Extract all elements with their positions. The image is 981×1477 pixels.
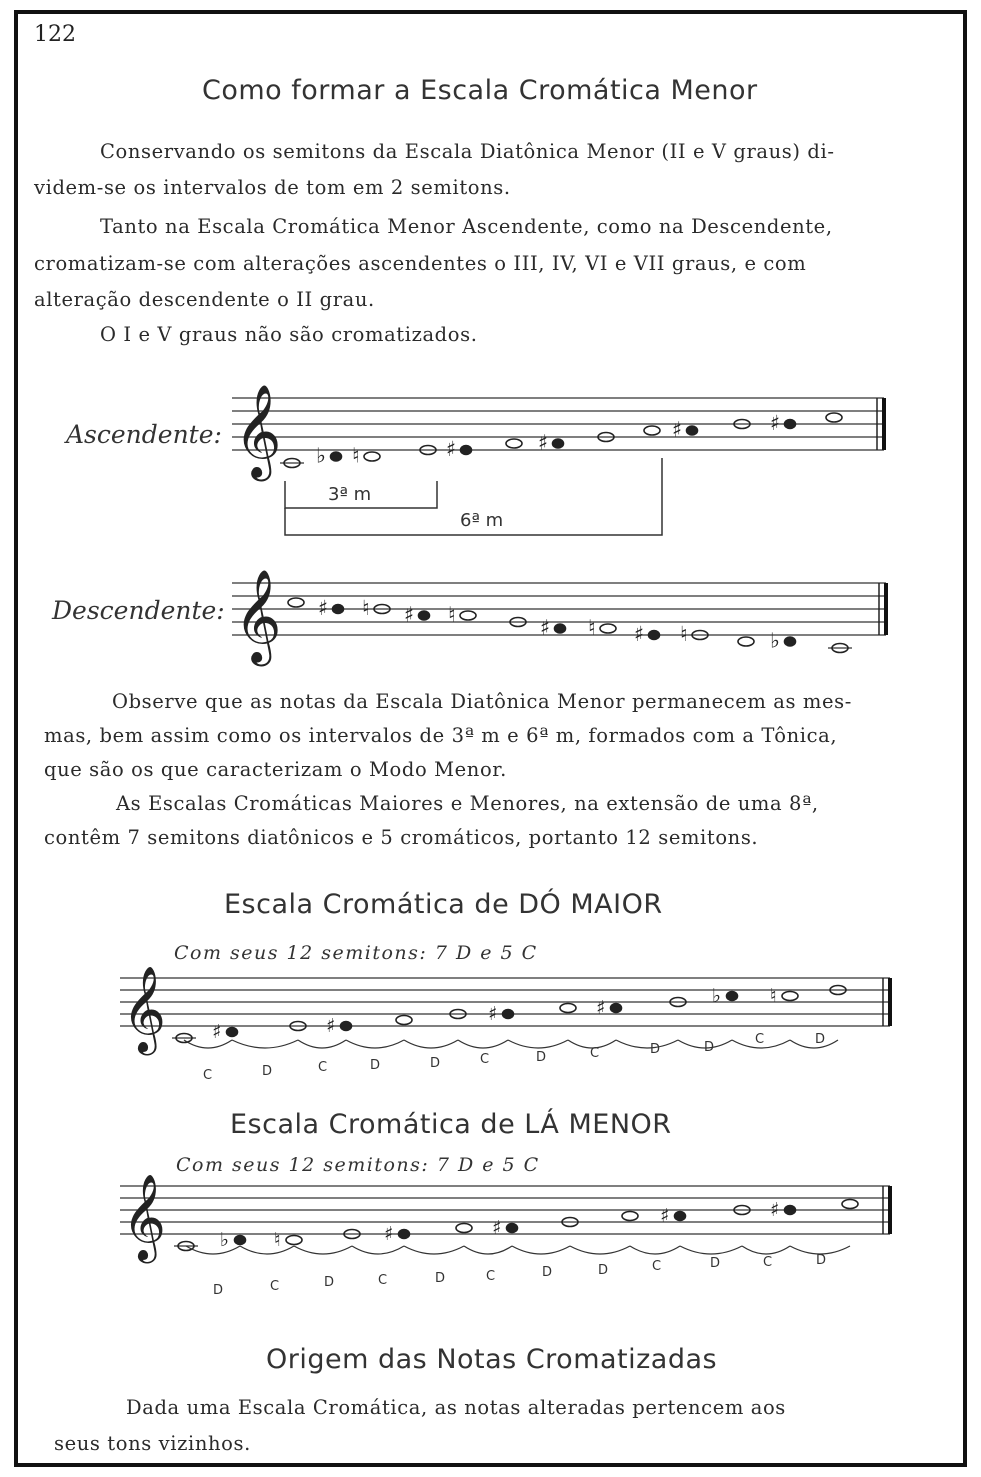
semitone-label: D <box>598 1263 609 1278</box>
note-head <box>172 1034 196 1043</box>
staff-descendente <box>232 569 886 667</box>
slur <box>346 1040 404 1048</box>
note-head <box>588 616 616 640</box>
note-head <box>712 984 738 1007</box>
interval-6m-label: 6ª m <box>460 510 504 531</box>
note-head <box>456 1224 472 1233</box>
section-title-escala-cromatica-menor: Como formar a Escala Cromática Menor <box>202 75 758 106</box>
flat-icon: ♭ <box>316 443 326 468</box>
flat-icon: ♭ <box>220 1228 230 1251</box>
note-head <box>318 596 344 620</box>
note-head <box>288 598 304 607</box>
note-head <box>448 603 476 627</box>
paragraph-line: Tanto na Escala Cromática Menor Ascendente, como na Descendente, <box>100 215 833 238</box>
note-head <box>622 1212 638 1221</box>
note-head <box>596 996 622 1019</box>
slur <box>512 1246 570 1254</box>
paragraph-line: seus tons vizinhos. <box>54 1432 251 1455</box>
paragraph-line: O I e V graus não são cromatizados. <box>100 323 478 346</box>
sharp-icon: ♯ <box>540 615 551 640</box>
semitone-label: C <box>763 1255 773 1270</box>
semitone-label: D <box>815 1032 826 1047</box>
paragraph-line: cromatizam-se com alterações ascendentes o III, IV, VI e VII graus, e com <box>34 252 807 275</box>
treble-clef-icon: 𝄞 <box>234 569 282 663</box>
semitone-label: D <box>536 1050 547 1065</box>
note-head <box>492 1216 518 1239</box>
label-ascendente: Ascendente: <box>66 420 222 449</box>
slur <box>508 1040 568 1048</box>
semitone-label: D <box>816 1253 827 1268</box>
note-head <box>644 426 660 435</box>
natural-icon: ♮ <box>448 602 456 627</box>
semitone-label: C <box>203 1068 213 1083</box>
note-head <box>212 1020 238 1043</box>
natural-icon: ♮ <box>680 622 688 646</box>
label-descendente: Descendente: <box>52 596 225 625</box>
semitone-label: C <box>652 1259 662 1274</box>
note-head <box>316 444 342 468</box>
semitone-label: D <box>324 1275 335 1290</box>
note-head <box>770 984 798 1007</box>
flat-icon: ♭ <box>770 628 780 653</box>
note-head <box>538 431 564 455</box>
semitone-label: C <box>755 1032 765 1047</box>
sharp-icon: ♯ <box>326 1014 336 1037</box>
note-head <box>828 644 852 653</box>
note-head <box>634 622 660 646</box>
sharp-icon: ♯ <box>384 1222 394 1245</box>
paragraph-line: mas, bem assim como os intervalos de 3ª m e 6ª m, formados com a Tônica, <box>44 724 838 747</box>
staff-ascendente <box>232 384 884 482</box>
semitone-label: D <box>542 1265 553 1280</box>
section-title-origem: Origem das Notas Cromatizadas <box>266 1344 718 1375</box>
semitone-label: C <box>378 1273 388 1288</box>
sharp-icon: ♯ <box>770 411 781 435</box>
sharp-icon: ♯ <box>770 1198 780 1221</box>
semitone-label: D <box>710 1256 721 1271</box>
section-title-do-maior: Escala Cromática de DÓ MAIOR <box>224 889 663 920</box>
note-head <box>680 622 708 646</box>
semitone-label: D <box>704 1040 715 1055</box>
slur <box>630 1246 680 1254</box>
semitone-label: D <box>650 1042 661 1057</box>
note-head <box>660 1204 686 1227</box>
sharp-icon: ♯ <box>660 1204 670 1227</box>
note-head <box>842 1200 858 1209</box>
slur <box>298 1040 346 1048</box>
note-head <box>770 411 796 435</box>
note-head <box>352 444 380 468</box>
slur <box>240 1246 294 1254</box>
page-number: 122 <box>34 22 76 47</box>
treble-clef-icon: 𝄞 <box>234 384 282 478</box>
treble-clef-icon: 𝄞 <box>122 1173 166 1260</box>
slur <box>232 1040 298 1048</box>
slur <box>458 1040 508 1048</box>
natural-icon: ♮ <box>770 984 777 1007</box>
note-head <box>404 603 430 627</box>
semitone-label: D <box>430 1056 441 1071</box>
section-title-la-menor: Escala Cromática de LÁ MENOR <box>230 1109 672 1140</box>
note-head <box>540 616 566 640</box>
semitone-label: C <box>480 1052 490 1067</box>
sharp-icon: ♯ <box>404 602 415 627</box>
treble-clef-icon: 𝄞 <box>122 965 166 1052</box>
slur <box>570 1246 630 1254</box>
slur <box>184 1040 232 1048</box>
subtitle-la-menor: Com seus 12 semitons: 7 D e 5 C <box>176 1154 540 1176</box>
sharp-icon: ♯ <box>634 622 645 646</box>
paragraph-line: alteração descendente o II grau. <box>34 288 375 311</box>
note-head <box>672 418 698 442</box>
subtitle-do-maior: Com seus 12 semitons: 7 D e 5 C <box>174 942 538 964</box>
slur <box>742 1246 790 1254</box>
note-head <box>280 459 304 468</box>
flat-icon: ♭ <box>712 984 722 1007</box>
semitone-label: C <box>486 1269 496 1284</box>
note-head <box>396 1016 412 1025</box>
semitone-label: D <box>262 1064 273 1079</box>
interval-3m-label: 3ª m <box>328 484 372 505</box>
slur <box>680 1246 742 1254</box>
slur <box>616 1040 678 1048</box>
note-head <box>506 439 522 448</box>
sharp-icon: ♯ <box>318 596 329 620</box>
sharp-icon: ♯ <box>446 437 457 461</box>
semitone-label: D <box>435 1271 446 1286</box>
sharp-icon: ♯ <box>492 1216 502 1239</box>
semitone-label: D <box>370 1058 381 1073</box>
slur <box>790 1040 838 1048</box>
semitone-label: C <box>590 1046 600 1061</box>
note-head <box>826 413 842 422</box>
natural-icon: ♮ <box>588 615 596 640</box>
note-head <box>738 637 754 646</box>
semitone-label: C <box>318 1060 328 1075</box>
natural-icon: ♮ <box>352 443 360 468</box>
note-head <box>362 596 390 620</box>
sharp-icon: ♯ <box>212 1020 222 1043</box>
slur <box>352 1246 404 1254</box>
sharp-icon: ♯ <box>538 430 549 455</box>
sharp-icon: ♯ <box>672 417 683 442</box>
note-head <box>770 629 796 653</box>
paragraph-line: As Escalas Cromáticas Maiores e Menores, na extensão de uma 8ª, <box>116 792 819 815</box>
sharp-icon: ♯ <box>596 996 606 1019</box>
slur <box>294 1246 352 1254</box>
paragraph-line: Observe que as notas da Escala Diatônica Menor permanecem as mes- <box>112 690 852 713</box>
natural-icon: ♮ <box>362 596 370 620</box>
slur <box>464 1246 512 1254</box>
note-head <box>446 437 472 461</box>
paragraph-line: videm-se os intervalos de tom em 2 semitons. <box>34 176 511 199</box>
slur <box>404 1246 464 1254</box>
sharp-icon: ♯ <box>488 1002 498 1025</box>
note-head <box>560 1004 576 1013</box>
semitone-label: D <box>213 1283 224 1298</box>
semitone-label: C <box>270 1279 280 1294</box>
paragraph-line: Conservando os semitons da Escala Diatônica Menor (II e V graus) di- <box>100 140 835 163</box>
paragraph-line: Dada uma Escala Cromática, as notas alteradas pertencem aos <box>126 1396 786 1419</box>
slur <box>404 1040 458 1048</box>
natural-icon: ♮ <box>274 1228 281 1251</box>
paragraph-line: que são os que caracterizam o Modo Menor. <box>44 758 507 781</box>
paragraph-line: contêm 7 semitons diatônicos e 5 cromáticos, portanto 12 semitons. <box>44 826 759 849</box>
